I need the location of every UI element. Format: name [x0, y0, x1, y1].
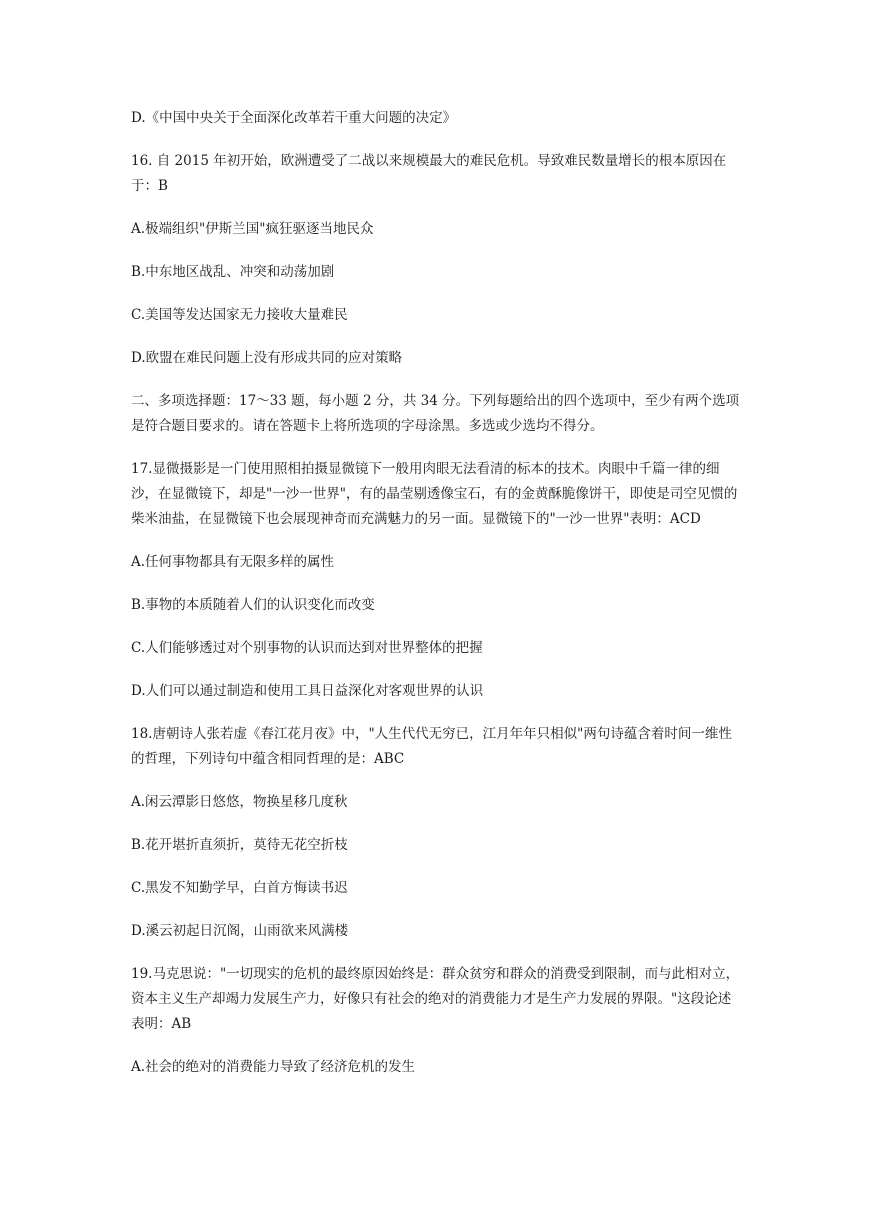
option-b-q17: B.事物的本质随着人们的认识变化而改变	[131, 597, 375, 613]
question-19: 19.马克思说："一切现实的危机的最终原因始终是：群众贫穷和群众的消费受到限制，而与此相对立，资本主义生产却竭力发展生产力，好像只有社会的绝对的消费能力才是生产力发展的界限。"这段论述表明：AB	[131, 966, 740, 1032]
option-d-q16: D.欧盟在难民问题上没有形成共同的应对策略	[131, 350, 403, 366]
question-16: 16. 自 2015 年初开始，欧洲遭受了二战以来规模最大的难民危机。导致难民数量增长的根本原因在于：B	[131, 153, 727, 194]
question-17: 17.显微摄影是一门使用照相拍摄显微镜下一般用肉眼无法看清的标本的技术。肉眼中千篇一律的细沙，在显微镜下，却是"一沙一世界"，有的晶莹剔透像宝石，有的金黄酥脆像饼干，即使是司空见惯的柴米油盐，在显微镜下也会展现神奇而充满魅力的另一面。显微镜下的"一沙一世界"表明：ACD	[131, 461, 738, 527]
option-a-q16: A.极端组织"伊斯兰国"疯狂驱逐当地民众	[131, 221, 374, 237]
option-d-q15: D.《中国中央关于全面深化改革若干重大问题的决定》	[131, 110, 457, 126]
option-c-q17: C.人们能够透过对个别事物的认识而达到对世界整体的把握	[131, 640, 483, 656]
option-a-q19: A.社会的绝对的消费能力导致了经济危机的发生	[131, 1059, 416, 1075]
option-a-q18: A.闲云潭影日悠悠，物换星移几度秋	[131, 794, 348, 810]
option-d-q18: D.溪云初起日沉阁，山雨欲来风满楼	[131, 923, 349, 939]
document-body	[131, 106, 743, 1098]
option-a-q17: A.任何事物都具有无限多样的属性	[131, 554, 335, 570]
question-18: 18.唐朝诗人张若虚《春江花月夜》中，"人生代代无穷已，江月年年只相似"两句诗蕴含着时间一维性的哲理，下列诗句中蕴含相同哲理的是：ABC	[131, 726, 732, 767]
option-b-q16: B.中东地区战乱、冲突和动荡加剧	[131, 264, 335, 280]
option-c-q18: C.黑发不知勤学早，白首方悔读书迟	[131, 880, 348, 896]
option-b-q18: B.花开堪折直须折，莫待无花空折枝	[131, 837, 348, 853]
section-heading-multiple-choice: 二、多项选择题：17～33 题，每小题 2 分，共 34 分。下列每题给出的四个选项中，至少有两个选项是符合题目要求的。请在答题卡上将所选项的字母涂黑。多选或少选均不得分。	[131, 393, 740, 434]
option-c-q16: C.美国等发达国家无力接收大量难民	[131, 307, 348, 323]
option-d-q17: D.人们可以通过制造和使用工具日益深化对客观世界的认识	[131, 683, 484, 699]
